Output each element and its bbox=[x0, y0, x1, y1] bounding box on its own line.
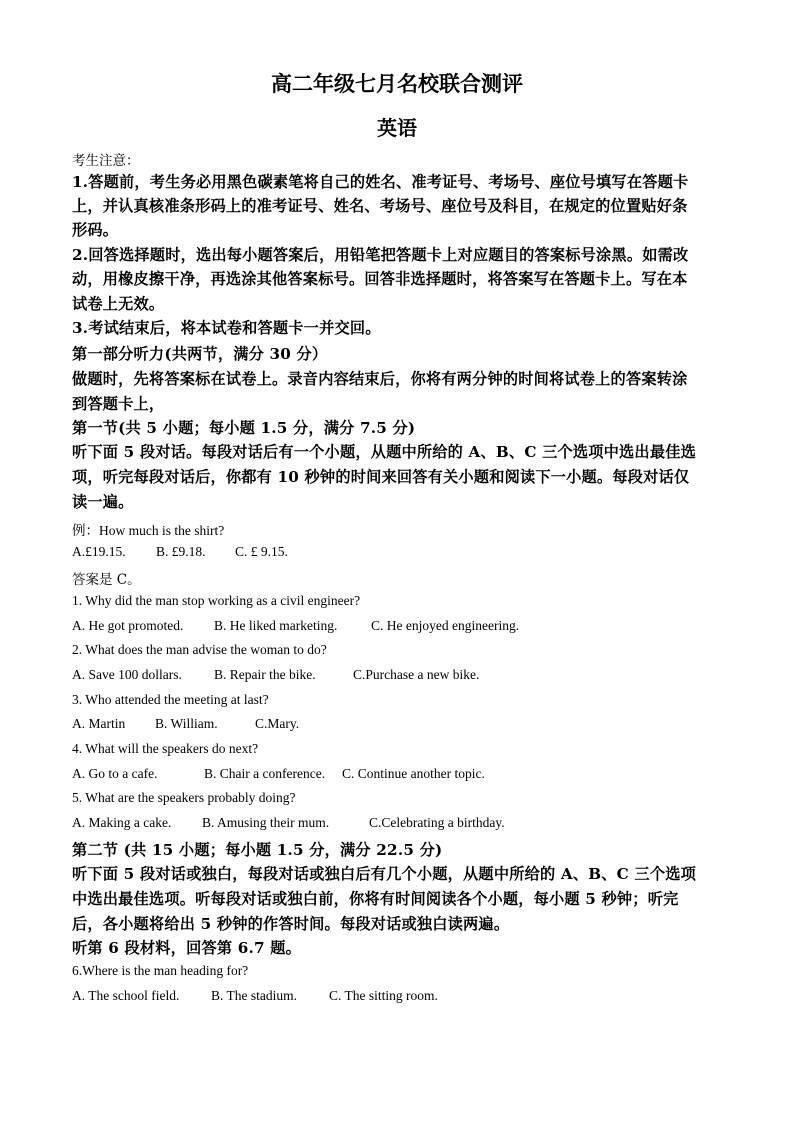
part1-intro-line2: 到答题卡上， bbox=[72, 395, 165, 413]
q5-option-a: A. Making a cake. bbox=[72, 815, 172, 830]
q6-option-b: B. The stadium. bbox=[211, 988, 297, 1003]
section1-intro-line3: 读一遍。 bbox=[72, 493, 134, 511]
question-3-options bbox=[72, 716, 722, 732]
question-1: 1. Why did the man stop working as a civil engineer? bbox=[72, 593, 361, 608]
section1-intro-line1: 听下面 5 段对话。每段对话后有一个小题，从题中所给的 A、B、C 三个选项中选出最佳选 bbox=[72, 443, 696, 461]
question-5-options bbox=[72, 815, 722, 831]
question-1-options bbox=[72, 618, 722, 634]
exam-title: 高二年级七月名校联合测评 bbox=[271, 71, 523, 96]
example-question: 例：How much is the shirt? bbox=[72, 523, 225, 538]
q3-option-a: A. Martin bbox=[72, 716, 126, 731]
example-option-a: A.£19.15. bbox=[72, 544, 126, 559]
example-option-b: B. £9.18. bbox=[156, 544, 206, 559]
question-6-options bbox=[72, 988, 722, 1004]
example-answer: 答案是 C。 bbox=[72, 572, 141, 588]
q4-option-a: A. Go to a cafe. bbox=[72, 766, 158, 781]
section1-heading: 第一节(共 5 小题；每小题 1.5 分，满分 7.5 分) bbox=[72, 419, 416, 437]
notice-item2-line2: 动，用橡皮擦干净，再选涂其他答案标号。回答非选择题时，将答案写在答题卡上。写在本 bbox=[72, 270, 688, 288]
notice-item1-line1: 1.答题前，考生务必用黑色碳素笔将自己的姓名、准考证号、考场号、座位号填写在答题卡 bbox=[72, 173, 689, 191]
section2-heading: 第二节 (共 15 小题；每小题 1.5 分，满分 22.5 分) bbox=[72, 841, 443, 859]
section2-intro-line3: 后，各小题将给出 5 秒钟的作答时间。每段对话或独白读两遍。 bbox=[72, 915, 510, 933]
question-4: 4. What will the speakers do next? bbox=[72, 741, 259, 756]
q3-option-b: B. William. bbox=[155, 716, 218, 731]
q1-option-a: A. He got promoted. bbox=[72, 618, 184, 633]
notice-item1-line3: 形码。 bbox=[72, 221, 119, 239]
question-2-options bbox=[72, 667, 722, 683]
q4-option-b: B. Chair a conference. bbox=[204, 766, 326, 781]
section2-intro-line2: 中选出最佳选项。听每段对话或独白前，你将有时间阅读各个小题，每小题 5 秒钟；听完 bbox=[72, 890, 679, 908]
notice-item1-line2: 上，并认真核准条形码上的准考证号、姓名、考场号、座位号及科目，在规定的位置贴好条 bbox=[72, 197, 688, 215]
question-4-options bbox=[72, 766, 722, 782]
q2-option-c: C.Purchase a new bike. bbox=[353, 667, 480, 682]
part1-heading: 第一部分听力(共两节，满分 30 分） bbox=[72, 345, 328, 363]
question-2: 2. What does the man advise the woman to do? bbox=[72, 642, 327, 657]
notice-heading: 考生注意： bbox=[72, 153, 140, 169]
q6-option-a: A. The school field. bbox=[72, 988, 180, 1003]
notice-item3: 3.考试结束后，将本试卷和答题卡一并交回。 bbox=[72, 319, 381, 337]
part1-intro-line1: 做题时，先将答案标在试卷上。录音内容结束后，你将有两分钟的时间将试卷上的答案转涂 bbox=[72, 370, 688, 388]
q3-option-c: C.Mary. bbox=[255, 716, 300, 731]
q2-option-a: A. Save 100 dollars. bbox=[72, 667, 182, 682]
subject-title: 英语 bbox=[377, 116, 417, 140]
q5-option-b: B. Amusing their mum. bbox=[202, 815, 330, 830]
question-6: 6.Where is the man heading for? bbox=[72, 963, 249, 978]
example-options bbox=[72, 544, 722, 560]
question-3: 3. Who attended the meeting at last? bbox=[72, 692, 269, 707]
q2-option-b: B. Repair the bike. bbox=[214, 667, 316, 682]
q1-option-c: C. He enjoyed engineering. bbox=[371, 618, 520, 633]
example-option-c: C. £ 9.15. bbox=[235, 544, 288, 559]
section1-intro-line2: 项，听完每段对话后，你都有 10 秒钟的时间来回答有关小题和阅读下一小题。每段对话仅 bbox=[72, 468, 690, 486]
section2-intro-line1: 听下面 5 段对话或独白，每段对话或独白后有几个小题，从题中所给的 A、B、C 三个选项 bbox=[72, 865, 696, 883]
question-5: 5. What are the speakers probably doing? bbox=[72, 790, 296, 805]
notice-item2-line1: 2.回答选择题时，选出每小题答案后，用铅笔把答题卡上对应题目的答案标号涂黑。如需改 bbox=[72, 246, 689, 264]
section2-material-6: 听第 6 段材料，回答第 6.7 题。 bbox=[72, 939, 302, 957]
q5-option-c: C.Celebrating a birthday. bbox=[369, 815, 505, 830]
q4-option-c: C. Continue another topic. bbox=[342, 766, 485, 781]
notice-item2-line3: 试卷上无效。 bbox=[72, 295, 165, 313]
q6-option-c: C. The sitting room. bbox=[329, 988, 438, 1003]
q1-option-b: B. He liked marketing. bbox=[214, 618, 338, 633]
